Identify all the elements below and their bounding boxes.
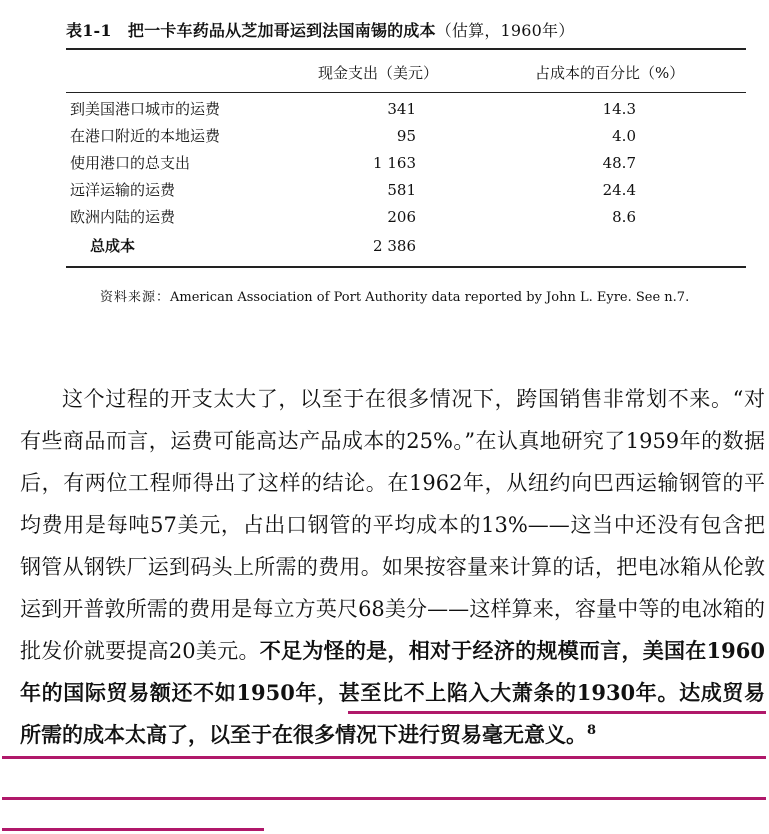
- row-percent: 8.6: [612, 208, 636, 226]
- row-cash: 341: [387, 100, 416, 118]
- table-bottom-rule: [66, 266, 746, 268]
- row-label: 在港口附近的本地运费: [70, 127, 221, 145]
- row-label: 使用港口的总支出: [70, 154, 191, 172]
- table-row: [66, 97, 746, 121]
- table-title: [66, 18, 746, 41]
- row-label: 欧洲内陆的运费: [70, 208, 176, 226]
- column-header-cash: 现金支出（美元）: [318, 64, 439, 82]
- table-top-rule: [66, 48, 746, 50]
- row-label: 远洋运输的运费: [70, 181, 176, 199]
- row-percent: 48.7: [602, 154, 636, 172]
- row-label: 到美国港口城市的运费: [70, 100, 221, 118]
- body-text-highlighted: 不足为怪的是，相对于经济的规模而言，美国在1960年的国际贸易额还不如1950年，甚至比不上陷入大萧条的1930年。达成贸易所需的成本太高了，以至于在很多情况下进行贸易毫无意义。: [20, 638, 765, 747]
- source-text: American Association of Port Authority data reported by John L. Eyre. See n.7.: [170, 290, 690, 305]
- highlight-underline: [2, 828, 264, 831]
- column-header-percent: 占成本的百分比（%）: [535, 64, 685, 82]
- row-cash: 581: [387, 181, 416, 199]
- table-source: [100, 286, 689, 305]
- highlight-underline: [2, 756, 766, 759]
- footnote-marker: 8: [587, 723, 597, 738]
- row-percent: 4.0: [612, 127, 636, 145]
- table-title-note: （估算，1960年）: [435, 21, 575, 40]
- table-row: [66, 124, 746, 148]
- row-cash: 95: [396, 127, 416, 145]
- table-row: [66, 151, 746, 175]
- row-cash: 206: [387, 208, 416, 226]
- table-row: [66, 178, 746, 202]
- table-row: [66, 205, 746, 229]
- body-text-normal: 这个过程的开支太大了，以至于在很多情况下，跨国销售非常划不来。“对有些商品而言，运费可能高达产品成本的25%。”在认真地研究了1959年的数据后，有两位工程师得出了这样的结论。在1962年，从纽约向巴西运输钢管的平均费用是每吨57美元，占出口钢管的平均成本的13%——这当中还没有包含把钢管从钢铁厂运到码头上所需的费用。如果按容量来计算的话，把电冰箱从伦敦运到开普敦所需的费用是每立方英尺68美分——这样算来，容量中等的电冰箱的批发价就要提高20美元。: [20, 387, 765, 663]
- row-label: 总成本: [90, 237, 136, 255]
- highlight-underline: [2, 797, 766, 800]
- row-cash: 2 386: [373, 237, 416, 255]
- row-percent: 14.3: [602, 100, 636, 118]
- table-title-main: 表1-1 把一卡车药品从芝加哥运到法国南锡的成本: [66, 21, 436, 40]
- table-row-total: [66, 234, 746, 258]
- source-label: 资料来源：: [100, 290, 171, 305]
- row-percent: 24.4: [602, 181, 636, 199]
- body-paragraph: [20, 378, 765, 756]
- row-cash: 1 163: [373, 154, 416, 172]
- highlight-underline: [348, 711, 766, 714]
- table-header-rule: [66, 92, 746, 93]
